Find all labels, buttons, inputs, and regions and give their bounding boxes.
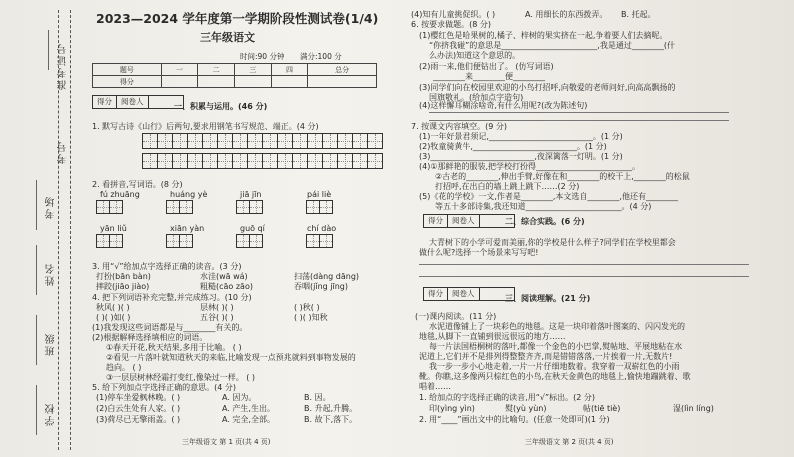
exam-title: 2023—2024 学年度第一学期阶段性测试卷(1/4) bbox=[96, 11, 379, 26]
q7-line: 等五十多部诗集,我还知道________________________。(4 分) bbox=[435, 202, 652, 211]
section-3-scorebox bbox=[423, 287, 515, 301]
pinyin: fú zhuāng bbox=[100, 190, 140, 199]
score-cell[interactable] bbox=[234, 76, 271, 88]
score-head: 二 bbox=[198, 64, 235, 76]
q7-line: 打招呼,在出白的墙上跳上跳下……(2 分) bbox=[435, 182, 580, 191]
q7-line: (2)牧童骑黄牛,__________________________。(1 分) bbox=[419, 142, 607, 151]
score-table bbox=[92, 63, 377, 88]
q3-item: 水洼(wā wá) bbox=[200, 272, 248, 281]
exam-no-label: 考号 bbox=[58, 140, 69, 164]
q5-option: B. 故下,落下。 bbox=[304, 415, 358, 424]
score-head: 总分 bbox=[308, 64, 377, 76]
reading-text: 每一片法国梧桐树的落叶,都像一个金色的小巴掌,熨帖地、平展地粘在水 bbox=[429, 342, 683, 351]
q5-option: A. 完全,全部。 bbox=[222, 415, 275, 424]
writing-grid-1[interactable] bbox=[142, 133, 383, 149]
reading-q1-item: 熨(yù yùn) bbox=[505, 404, 547, 413]
write-line bbox=[36, 315, 37, 365]
q6-line: “你挤我碰”的意思是________________________,我是通过________(什 bbox=[429, 41, 675, 50]
grader-label: 阅卷人 bbox=[117, 96, 149, 108]
exam-subject: 三年级语文 bbox=[200, 31, 255, 44]
score-head: 三 bbox=[234, 64, 271, 76]
reading-sub: (一)课内阅读。(11 分) bbox=[415, 312, 497, 321]
score-label: 得分 bbox=[424, 215, 448, 227]
tian-grid[interactable] bbox=[236, 200, 262, 214]
name-label: 姓名 bbox=[46, 262, 57, 286]
answer-line[interactable] bbox=[429, 120, 729, 121]
grader-label: 阅卷人 bbox=[448, 215, 480, 227]
section-2-title: 二、综合实践。(6 分) bbox=[505, 217, 585, 226]
q7-line: (3)__________________________,夜深篱落一灯明。(1 分) bbox=[419, 152, 623, 161]
score-cell[interactable] bbox=[271, 76, 308, 88]
q6-line: (3)同学们向在校园里欢迎的小鸟打招呼,向敬爱的老师问好,向高高飘扬的 bbox=[419, 83, 676, 92]
q3: 3. 用“√”给加点字选择正确的读音。(3 分) bbox=[92, 262, 242, 271]
q6-line: (2)雨一来,他们便钻出了。 (仿写词语) bbox=[419, 62, 554, 71]
q7-line: ②古老的________,伸出手臂,好像在和________的校干上,________的松鼠 bbox=[435, 172, 690, 181]
tian-grid[interactable] bbox=[166, 234, 192, 248]
q5-option: B. 托起。 bbox=[621, 10, 656, 19]
pinyin: pái liè bbox=[307, 190, 332, 199]
reading-text: 靴。你瞧,这多像两只棕红色的小鸟,在秋天金黄色的地毯上,愉快地蹦跳着、歌 bbox=[419, 372, 691, 381]
q4-sub: 趋向。 ( ) bbox=[106, 363, 142, 372]
section-2-scorebox bbox=[423, 214, 515, 228]
reading-text: 泥道上,它们并不是排列得整整齐齐,而是错错落落,一片挨着一片,无数片! bbox=[419, 352, 673, 361]
q2: 2. 看拼音,写词语。(8 分) bbox=[92, 180, 183, 189]
q7-line: (1)一年好景君须记,__________________________。(1 分) bbox=[419, 132, 623, 141]
section-1-scorebox bbox=[92, 95, 184, 109]
pinyin: yān liǔ bbox=[100, 224, 127, 233]
q4-item: 五谷( )( ) bbox=[200, 313, 234, 322]
q5-item: (4)知有儿童挑促织。( ) bbox=[411, 10, 496, 19]
section-3-title: 三、阅读理解。(21 分) bbox=[505, 294, 591, 303]
q4-item: 层林( )( ) bbox=[200, 303, 234, 312]
q5-option: B. 升起,升腾。 bbox=[304, 404, 358, 413]
q5-item: (1)停车坐爱枫林晚。( ) bbox=[96, 393, 181, 402]
tian-grid[interactable] bbox=[236, 234, 262, 248]
q5-option: A. 用细长的东西拨弄。 bbox=[525, 10, 608, 19]
pinyin: guō qí bbox=[240, 224, 265, 233]
q4-sub: (2)根据解释选择填相应的词语。 bbox=[92, 333, 208, 342]
class-label: 班级 bbox=[46, 332, 57, 356]
grader-label: 阅卷人 bbox=[448, 288, 480, 300]
q4-sub: (1)我发现这些词语都是与________有关的。 bbox=[92, 323, 248, 332]
q6: 6. 按要求做题。(8 分) bbox=[411, 20, 492, 29]
tian-grid[interactable] bbox=[306, 200, 332, 214]
q6-line: 么办法)知道这个意思的。 bbox=[429, 51, 521, 60]
q3-item: 粗糙(cāo zāo) bbox=[200, 282, 253, 291]
reading-q2: 2. 用“____”画出文中的比喻句。(任意一处即可)(1 分) bbox=[419, 415, 610, 424]
q5-option: B. 因。 bbox=[304, 393, 331, 402]
page-2 bbox=[405, 0, 794, 457]
seat-no-label: 准考证号 bbox=[58, 42, 69, 90]
page-1 bbox=[82, 0, 400, 457]
score-cell[interactable] bbox=[198, 76, 235, 88]
tian-grid[interactable] bbox=[96, 200, 122, 214]
q5-item: (3)荷尽已无擎雨盖。( ) bbox=[96, 415, 181, 424]
write-line bbox=[36, 385, 37, 435]
pinyin: chí dào bbox=[307, 224, 337, 233]
pinyin: jiā jīn bbox=[240, 190, 262, 199]
q1: 1. 默写古诗《山行》后两句,要求用钢笔书写规范、端正。(4 分) bbox=[92, 122, 319, 131]
page-footer: 三年级语文 第 1 页(共 4 页) bbox=[182, 438, 271, 446]
q4-sub: ③一层层树林经霜打变红,像染过一样。 ( ) bbox=[106, 373, 256, 382]
q3-item: 摔跤(jiāo jiào) bbox=[96, 282, 150, 291]
score-cell[interactable] bbox=[308, 76, 377, 88]
q6-line: (1)樱红色是哈果树的,橘子、梓树的果实挤在一起,争着要人们去摘呢。 bbox=[419, 31, 668, 40]
tian-grid[interactable] bbox=[166, 200, 192, 214]
score-row-label: 得分 bbox=[93, 76, 162, 88]
reading-text: 我一步一步小心地走着,一片一片仔细地数着。我穿着一双崭红色的小雨 bbox=[429, 362, 680, 371]
q6-line: ________来________便________ bbox=[433, 72, 545, 81]
page-footer: 三年级语文 第 2 页(共 4 页) bbox=[525, 438, 614, 446]
answer-line[interactable] bbox=[429, 112, 729, 113]
write-line bbox=[48, 30, 49, 70]
q4-item: ( )秋( ) bbox=[294, 303, 320, 312]
pinyin: xiān yàn bbox=[170, 224, 205, 233]
reading-q1-item: 湿(lìn líng) bbox=[673, 404, 714, 413]
reading-q1: 1. 给加点的字选择正确的读音,用“√”标出。(2 分) bbox=[419, 393, 595, 402]
q3-item: 扫荡(dàng dāng) bbox=[294, 272, 360, 281]
score-label: 得分 bbox=[424, 288, 448, 300]
write-line bbox=[36, 180, 37, 230]
score-head: 一 bbox=[161, 64, 198, 76]
writing-grid-2[interactable] bbox=[142, 153, 383, 169]
section-1-title: 一、积累与运用。(46 分) bbox=[174, 102, 268, 111]
q5-option: A. 产生,生出。 bbox=[222, 404, 275, 413]
q7-line: (5)《花的学校》一文,作者是________,本文选自________,他还有________ bbox=[419, 192, 678, 201]
q3-item: 打扮(bān bàn) bbox=[96, 272, 151, 281]
score-head: 四 bbox=[271, 64, 308, 76]
q3-item: 吞咽(jǐng jīng) bbox=[294, 282, 348, 291]
school-label: 学校 bbox=[46, 402, 57, 426]
score-label: 得分 bbox=[93, 96, 117, 108]
q7: 7. 按课文内容填空。(9 分) bbox=[411, 122, 508, 131]
exam-full-score: 满分:100 分 bbox=[300, 52, 342, 61]
room-label: 考场 bbox=[46, 195, 57, 219]
s2-prompt: 做什么呢?选择一个场景来写写吧! bbox=[419, 248, 539, 257]
pinyin: huáng yè bbox=[170, 190, 208, 199]
answer-line[interactable] bbox=[419, 276, 749, 277]
reading-q1-item: 印(yìng yìn) bbox=[429, 404, 475, 413]
s2-prompt: 大青树下的小学可爱而美丽,你的学校是什么样子?同学们在学校里都会 bbox=[429, 238, 676, 247]
q5-item: (2)白云生处有人家。( ) bbox=[96, 404, 181, 413]
q6-line: (4)这样懈耳糊涂啥奇,有什么用呢?(改为陈述句) bbox=[419, 101, 588, 110]
reading-q1-item: 帖(tiē tiè) bbox=[583, 404, 621, 413]
answer-line[interactable] bbox=[419, 264, 749, 265]
q4-sub: ②看见一片落叶就知道秋天的来临,比喻发现一点预兆就料到事物发展的 bbox=[106, 353, 356, 362]
reading-text: 地毯,从脚下一直铺到很远很远的地方…… bbox=[419, 332, 566, 341]
tian-grid[interactable] bbox=[96, 234, 122, 248]
q6-line: 国旗敬礼。(给加点字造句) bbox=[429, 93, 524, 102]
q4: 4. 把下列词语补充完整,并完成练习。(10 分) bbox=[92, 293, 252, 302]
q7-line: (4)①那鲜艳的服装,把学校打扮得________________________。 bbox=[419, 162, 641, 171]
binding-strip bbox=[0, 0, 82, 457]
q4-item: 秋风( )( ) bbox=[96, 303, 130, 312]
q4-sub: ①春天开花,秋天结果,多用于比喻。 ( ) bbox=[106, 343, 242, 352]
q4-item: ( )( )知秋 bbox=[294, 313, 328, 322]
q5-option: A. 因为。 bbox=[222, 393, 257, 402]
reading-text: 水泥道像铺上了一块彩色的地毯。这是一块印着落叶图案的、闪闪发光的 bbox=[429, 322, 685, 331]
exam-time: 时间:90 分钟 bbox=[240, 52, 285, 61]
q5: 5. 给下列加点字选择正确的意思。(4 分) bbox=[92, 383, 237, 392]
score-head: 题号 bbox=[93, 64, 162, 76]
write-line bbox=[36, 245, 37, 295]
reading-text: 唱着…… bbox=[419, 382, 451, 391]
q4-item: ( )( )如( ) bbox=[96, 313, 131, 322]
score-cell[interactable] bbox=[161, 76, 198, 88]
tian-grid[interactable] bbox=[306, 234, 332, 248]
